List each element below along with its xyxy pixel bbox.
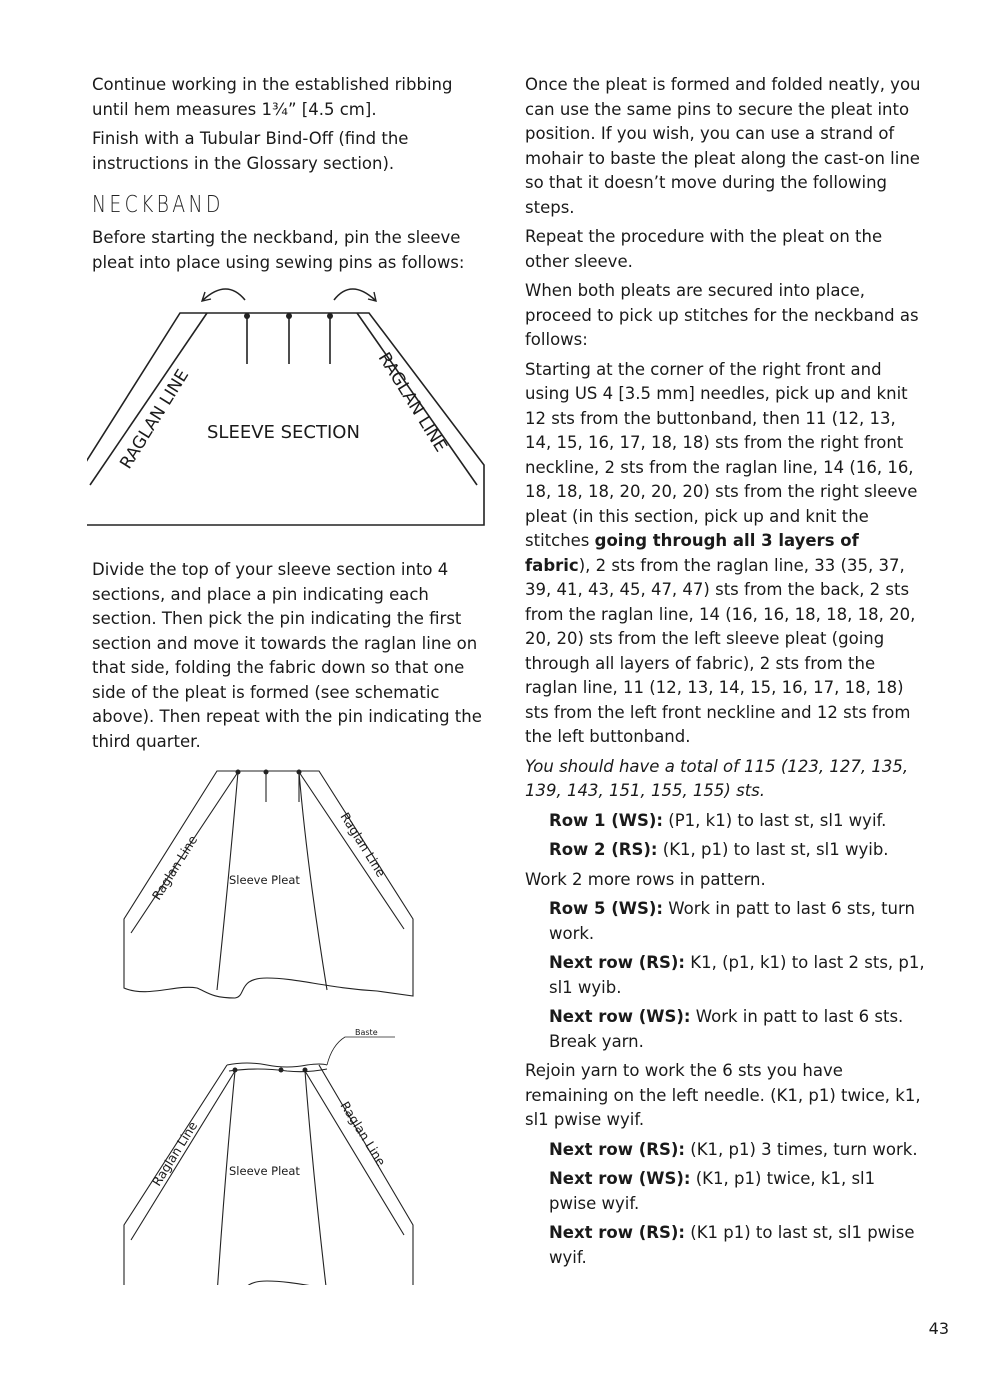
next-row: Next row (RS): K1, (p1, k1) to last 2 sts, p1, sl1 wyib. <box>549 953 925 997</box>
right-column <box>525 73 925 1275</box>
page-number: 43 <box>928 1319 949 1338</box>
pin-instruction: Before starting the neckband, pin the sleeve pleat into place using sewing pins as follows: <box>92 228 465 272</box>
bind-off-instruction: Finish with a Tubular Bind-Off (find the instructions in the Glossary section). <box>92 129 409 173</box>
pin-head <box>286 313 292 319</box>
pin-head <box>327 313 333 319</box>
pin-head <box>297 770 302 775</box>
pin-head <box>264 770 269 775</box>
sleeve-section-diagram <box>87 280 487 558</box>
next-row: Next row (WS): (K1, p1) twice, k1, sl1 pwise wyif. <box>549 1169 876 1213</box>
left-column <box>92 73 492 1285</box>
pin-head <box>233 1068 238 1073</box>
pleat-secure-text: Once the pleat is formed and folded neatly, you can use the same pins to secure the pleat into position. If you wish, you can use a strand of mohair to baste the pleat along the cast-on line so that it doesn’t move during the following steps. <box>525 75 921 217</box>
row-1: Row 1 (WS): (P1, k1) to last st, sl1 wyif. <box>549 810 887 830</box>
sleeve-pleat-diagram-1 <box>87 766 487 1011</box>
divide-instruction: Divide the top of your sleeve section into 4 sections, and place a pin indicating each section. Then pick the pin indicating the first section and move it towards the raglan line on that side, folding the fabric down so that one side of the pleat is formed (see schematic above). Then repeat with the pin indicating the third quarter. <box>92 560 482 751</box>
next-row: Next row (WS): Work in patt to last 6 sts. Break yarn. <box>549 1007 904 1051</box>
pin-head <box>244 313 250 319</box>
sleeve-pleat-label: Sleeve Pleat <box>229 1164 300 1178</box>
stitch-total: You should have a total of 115 (123, 127, 135, 139, 143, 151, 155, 155) sts. <box>525 756 909 800</box>
pin-head <box>236 770 241 775</box>
repeat-text: Repeat the procedure with the pleat on the other sleeve. <box>525 227 883 271</box>
right-raglan-label: Raglan Line <box>337 809 389 880</box>
next-row: Next row (RS): (K1, p1) 3 times, turn work. <box>549 1139 918 1159</box>
left-raglan-label: Raglan Line <box>148 832 201 903</box>
pick-up-instruction: Starting at the corner of the right front and using US 4 [3.5 mm] needles, pick up and knit 12 sts from the buttonband, then 11 (12, 13, 14, 15, 16, 17, 18, 18) sts from the right front neckline, 2 sts from the raglan line, 14 (16, 16, 18, 18, 18, 20, 20, 20) sts from the right sleeve pleat (in this section, pick up and knit the stitches going through all 3 layers of fabric), 2 sts from the raglan line, 33 (35, 37, 39, 41, 43, 45, 47, 47) sts from the back, 2 sts from the raglan line, 14 (16, 16, 18, 18, 18, 20, 20, 20) sts from the left sleeve pleat (going through all layers of fabric), 2 sts from the raglan line, 11 (12, 13, 14, 15, 16, 17, 18, 18) sts from the left front neckline and 12 sts from the left buttonband. <box>525 359 918 746</box>
row-5: Row 5 (WS): Work in patt to last 6 sts, turn work. <box>549 899 915 943</box>
arrow-left <box>203 289 245 300</box>
sleeve-pleat-label: Sleeve Pleat <box>229 873 300 887</box>
next-row: Next row (RS): (K1 p1) to last st, sl1 pwise wyif. <box>549 1223 915 1267</box>
hem-instruction: Continue working in the established ribbing until hem measures 1¾” [4.5 cm]. <box>92 75 453 119</box>
sleeve-section-label: SLEEVE SECTION <box>207 422 360 443</box>
pin-head <box>279 1068 284 1073</box>
more-rows-text: Work 2 more rows in pattern. <box>525 869 766 889</box>
left-raglan-inner <box>90 313 207 485</box>
arrow-right <box>334 289 375 300</box>
row-2: Row 2 (RS): (K1, p1) to last st, sl1 wyib. <box>549 840 889 859</box>
left-raglan-label: RAGLAN LINE <box>116 366 194 473</box>
rejoin-text: Rejoin yarn to work the 6 sts you have remaining on the left needle. (K1, p1) twice, k1, sl1 pwise wyif. <box>525 1061 921 1129</box>
pick-up-intro: When both pleats are secured into place, proceed to pick up stitches for the neckband as follows: <box>525 281 919 349</box>
sleeve-pleat-diagram-2 <box>87 1025 487 1285</box>
pin-head <box>303 1068 308 1073</box>
section-heading-neckband: NECKBAND <box>92 192 224 218</box>
right-raglan-label: Raglan Line <box>337 1098 389 1169</box>
right-raglan-label: RAGLAN LINE <box>373 349 451 456</box>
left-raglan-label: Raglan Line <box>148 1118 201 1189</box>
baste-label: Baste <box>355 1028 378 1037</box>
